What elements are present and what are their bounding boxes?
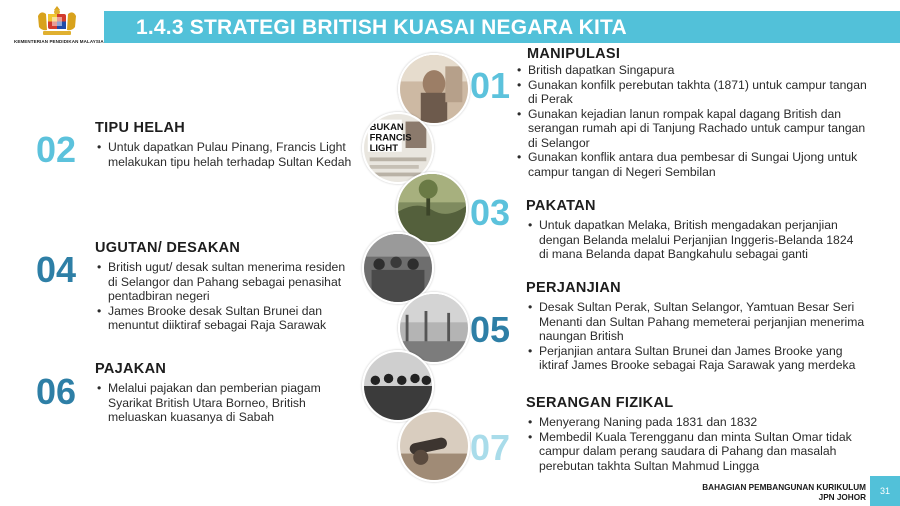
section-perjanjian — [526, 280, 868, 373]
bullet-item: • Melalui pajakan dan pemberian piagam Syarikat British Utara Borneo, British meluaskan kuasanya di Sabah — [95, 381, 357, 425]
section-number-07: 07 — [470, 427, 511, 468]
logo-caption: KEMENTERIAN PENDIDIKAN MALAYSIA — [14, 39, 104, 44]
footer-line-2: JPN JOHOR — [818, 493, 866, 502]
photo-07 — [398, 410, 470, 482]
bullet-item: • Desak Sultan Perak, Sultan Selangor, Yamtuan Besar Seri Menanti dan Sultan Pahang memeterai perjanjian menerima naungan British — [526, 300, 868, 344]
section-tipu-helah — [95, 120, 357, 169]
section-number-02: 02 — [36, 129, 77, 170]
ministry-logo — [14, 4, 104, 48]
section-pajakan — [95, 361, 357, 425]
landscape-painting-image — [398, 174, 466, 242]
section-pakatan — [526, 198, 856, 262]
coat-of-arms-icon — [34, 4, 80, 38]
section-title: MANIPULASI — [527, 46, 621, 62]
footer-line-1: BAHAGIAN PEMBANGUNAN KURIKULUM — [702, 483, 866, 492]
bullet-item: • Perjanjian antara Sultan Brunei dan James Brooke yang iktiraf James Brooke sebagai Raja Sarawak yang merdeka — [526, 344, 868, 373]
section-number-03: 03 — [470, 192, 511, 233]
bullet-item: • Membedil Kuala Terengganu dan minta Sultan Omar tidak campur dalam perang saudara di Pahang dan masalah perebutan takhta Sultan Mahmud Lingga — [526, 430, 871, 474]
bullet-item: • Gunakan kejadian lanun rompak kapal dagang British dan serangan rumah api di Tanjung Rachado untuk campur tangan di Selangor — [515, 107, 875, 151]
bullet-item: • Untuk dapatkan Melaka, British mengadakan perjanjian dengan Belanda melalui Perjanjian Inggeris-Belanda 1824 di mana Belanda dapat Bangkahulu sebagai ganti — [526, 218, 856, 262]
headline-line-1: BUKAN — [369, 122, 404, 134]
newspaper-image — [364, 114, 432, 182]
bullet-list — [95, 260, 357, 333]
bullet-item: • British dapatkan Singapura — [515, 63, 875, 78]
section-number-04: 04 — [36, 249, 77, 290]
section-number-05: 05 — [470, 309, 511, 350]
bullet-item: • Menyerang Naning pada 1831 dan 1832 — [526, 415, 871, 430]
bullet-item: • Untuk dapatkan Pulau Pinang, Francis Light melakukan tipu helah terhadap Sultan Kedah — [95, 140, 357, 169]
officials-group-photo-image — [364, 352, 432, 420]
footer — [702, 483, 866, 503]
section-title: SERANGAN FIZIKAL — [526, 395, 674, 411]
section-number-06: 06 — [36, 371, 77, 412]
bullet-item: • Gunakan konflik antara dua pembesar di Sungai Ujong untuk campur tangan di Negeri Sembilan — [515, 150, 875, 179]
bullet-item: • Gunakan konfilk perebutan takhta (1871) untuk campur tangan di Perak — [515, 78, 875, 107]
bullet-item: • British ugut/ desak sultan menerima residen di Selangor dan Pahang sebagai penasihat pentadbiran negeri — [95, 260, 357, 304]
bullet-list — [526, 300, 868, 373]
bullet-list — [526, 415, 871, 473]
bullet-list — [515, 63, 875, 179]
headline-line-3: LIGHT — [369, 142, 398, 154]
bullet-list — [95, 140, 357, 169]
section-title: PAKATAN — [526, 198, 596, 214]
bullet-list — [526, 218, 856, 262]
section-title: PAJAKAN — [95, 361, 167, 377]
portrait-painting-image — [400, 55, 468, 123]
title-bar — [104, 11, 900, 43]
bullet-item: • James Brooke desak Sultan Brunei dan menuntut diiktiraf sebagai Raja Sarawak — [95, 304, 357, 333]
section-title: TIPU HELAH — [95, 120, 185, 136]
section-ugutan-desakan — [95, 240, 357, 333]
headline-line-2: FRANCIS — [369, 132, 412, 144]
section-serangan-fizikal — [526, 395, 871, 473]
page-number: 31 — [870, 476, 900, 506]
bullet-list — [95, 381, 357, 425]
historical-group-photo-image — [364, 234, 432, 302]
section-title: PERJANJIAN — [526, 280, 621, 296]
page-title: 1.4.3 STRATEGI BRITISH KUASAI NEGARA KITA — [136, 16, 627, 39]
section-title: UGUTAN/ DESAKAN — [95, 240, 241, 256]
section-manipulasi — [515, 46, 875, 179]
cannon-photo-image — [400, 412, 468, 480]
section-number-01: 01 — [470, 65, 511, 106]
